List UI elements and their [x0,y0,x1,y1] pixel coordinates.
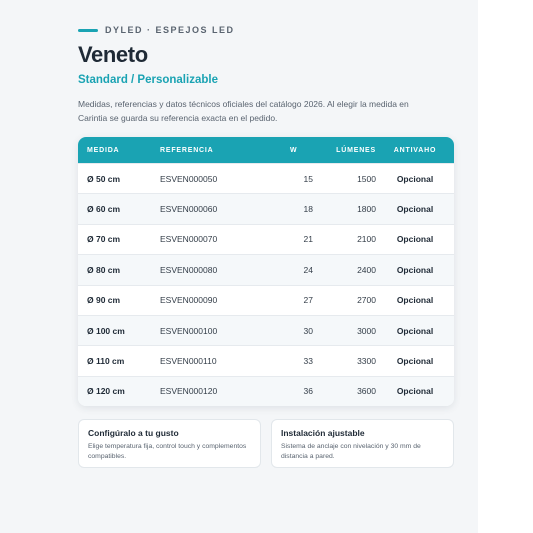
cell-referencia: ESVEN000100 [160,325,218,336]
table-header [78,137,454,163]
cell-referencia: ESVEN000120 [160,386,218,397]
content [78,22,454,468]
specs-table [78,137,454,406]
cell-w: 36 [303,386,313,397]
eyebrow-label: DYLED · ESPEJOS LED [105,25,235,35]
cell-antivaho: Opcional [396,325,434,336]
cell-referencia: ESVEN000050 [160,173,218,184]
cell-referencia: ESVEN000070 [160,234,218,245]
cell-w: 18 [303,204,313,215]
header-medida: MEDIDA [87,146,120,154]
table-row [78,285,454,315]
cell-antivaho: Opcional [396,295,434,306]
table-body [78,163,454,406]
cell-lumenes: 2100 [357,234,376,245]
feature-title: Instalación ajustable [281,428,365,439]
table-row [78,315,454,345]
cell-lumenes: 3600 [357,386,376,397]
header-lumenes: LÚMENES [336,146,376,154]
table-row [78,376,454,406]
table-row [78,254,454,284]
cell-lumenes: 2700 [357,295,376,306]
feature-card-configuralo [78,419,261,468]
cell-antivaho: Opcional [396,386,434,397]
table-row [78,193,454,223]
feature-cards [78,419,454,468]
cell-w: 30 [303,325,313,336]
cell-w: 33 [303,356,313,367]
page-title: Veneto [78,42,148,67]
cell-w: 21 [303,234,313,245]
cell-medida: Ø 80 cm [87,264,121,275]
table-row [78,224,454,254]
cell-medida: Ø 70 cm [87,234,121,245]
cell-medida: Ø 60 cm [87,204,121,215]
cell-lumenes: 3300 [357,356,376,367]
cell-antivaho: Opcional [396,264,434,275]
cell-w: 24 [303,264,313,275]
cell-lumenes: 2400 [357,264,376,275]
cell-medida: Ø 110 cm [87,356,125,367]
cell-referencia: ESVEN000060 [160,204,218,215]
header-referencia: REFERENCIA [160,146,214,154]
cell-antivaho: Opcional [396,356,434,367]
cell-w: 27 [303,295,313,306]
cell-lumenes: 1500 [357,173,376,184]
feature-card-instalacion [271,419,454,468]
page-description: Medidas, referencias y datos técnicos oficiales del catálogo 2026. Al elegir la medida en Carintia se guarda su referencia exacta en el pedido. [78,99,409,123]
cell-medida: Ø 120 cm [87,386,125,397]
page-subtitle: Standard / Personalizable [78,74,218,86]
table-row [78,163,454,193]
cell-w: 15 [303,173,313,184]
cell-antivaho: Opcional [396,173,434,184]
cell-medida: Ø 100 cm [87,325,125,336]
table-row [78,345,454,375]
cell-medida: Ø 90 cm [87,295,121,306]
eyebrow [78,22,454,38]
cell-referencia: ESVEN000090 [160,295,218,306]
accent-bar [78,29,98,32]
cell-antivaho: Opcional [396,234,434,245]
cell-referencia: ESVEN000110 [160,356,217,367]
cell-medida: Ø 50 cm [87,173,121,184]
cell-lumenes: 1800 [357,204,376,215]
feature-title: Configúralo a tu gusto [88,428,179,439]
cell-referencia: ESVEN000080 [160,264,218,275]
feature-description: Elige temperatura fija, control touch y complementos compatibles. [88,443,247,461]
cell-lumenes: 3000 [357,325,376,336]
cell-antivaho: Opcional [396,204,434,215]
header-antivaho: ANTIVAHO [393,146,437,154]
header-w: W [290,146,298,154]
feature-description: Sistema de anclaje con nivelación y 30 mm de distancia a pared. [281,443,421,461]
